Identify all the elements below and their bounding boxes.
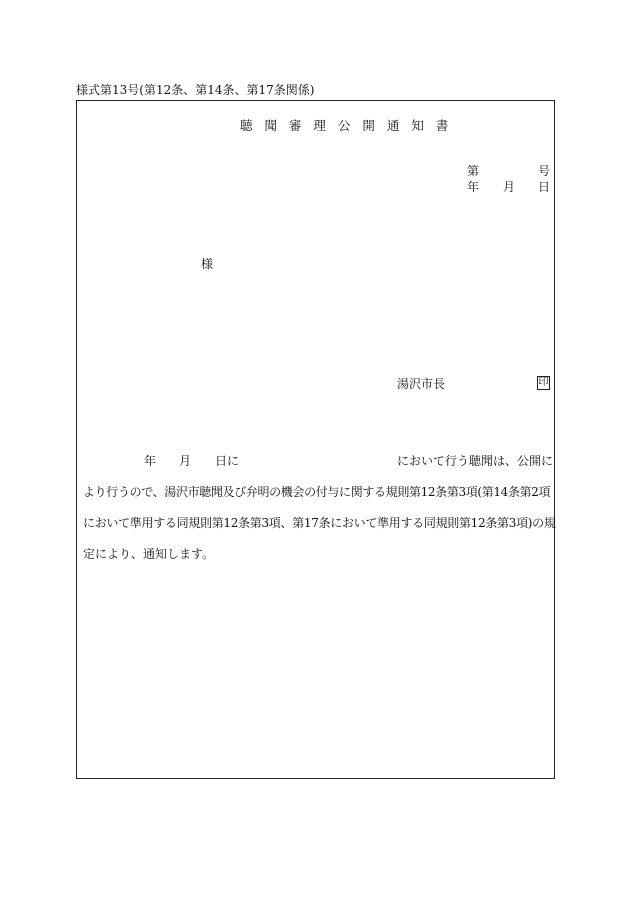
body-lead-day: 日に [215, 454, 240, 468]
seal-box: 印 [538, 377, 549, 388]
body-line-2: より行うので、湯沢市聴聞及び弁明の機会の付与に関する規則第12条第3項(第14条第2項 [83, 485, 551, 499]
form-frame [76, 100, 555, 779]
body-line-3: において準用する同規則第12条第3項、第17条において準用する同規則第12条第3項)の規 [83, 516, 556, 530]
number-prefix: 第 [467, 164, 480, 178]
document-title: 聴 聞 審 理 公 開 通 知 書 [240, 118, 453, 133]
body-lead-month: 月 [179, 454, 192, 468]
date-month: 月 [503, 180, 516, 194]
date-year: 年 [467, 180, 480, 194]
addressee-honorific: 様 [201, 257, 214, 271]
date-day: 日 [538, 180, 551, 194]
form-number: 様式第13号(第12条、第14条、第17条関係) [76, 83, 315, 97]
issuer-name: 湯沢市長 [397, 377, 446, 391]
body-line-4: 定により、通知します。 [83, 547, 215, 561]
number-suffix: 号 [538, 164, 551, 178]
body-lead-rest: において行う聴聞は、公開に [397, 454, 554, 468]
body-lead-year: 年 [144, 454, 157, 468]
